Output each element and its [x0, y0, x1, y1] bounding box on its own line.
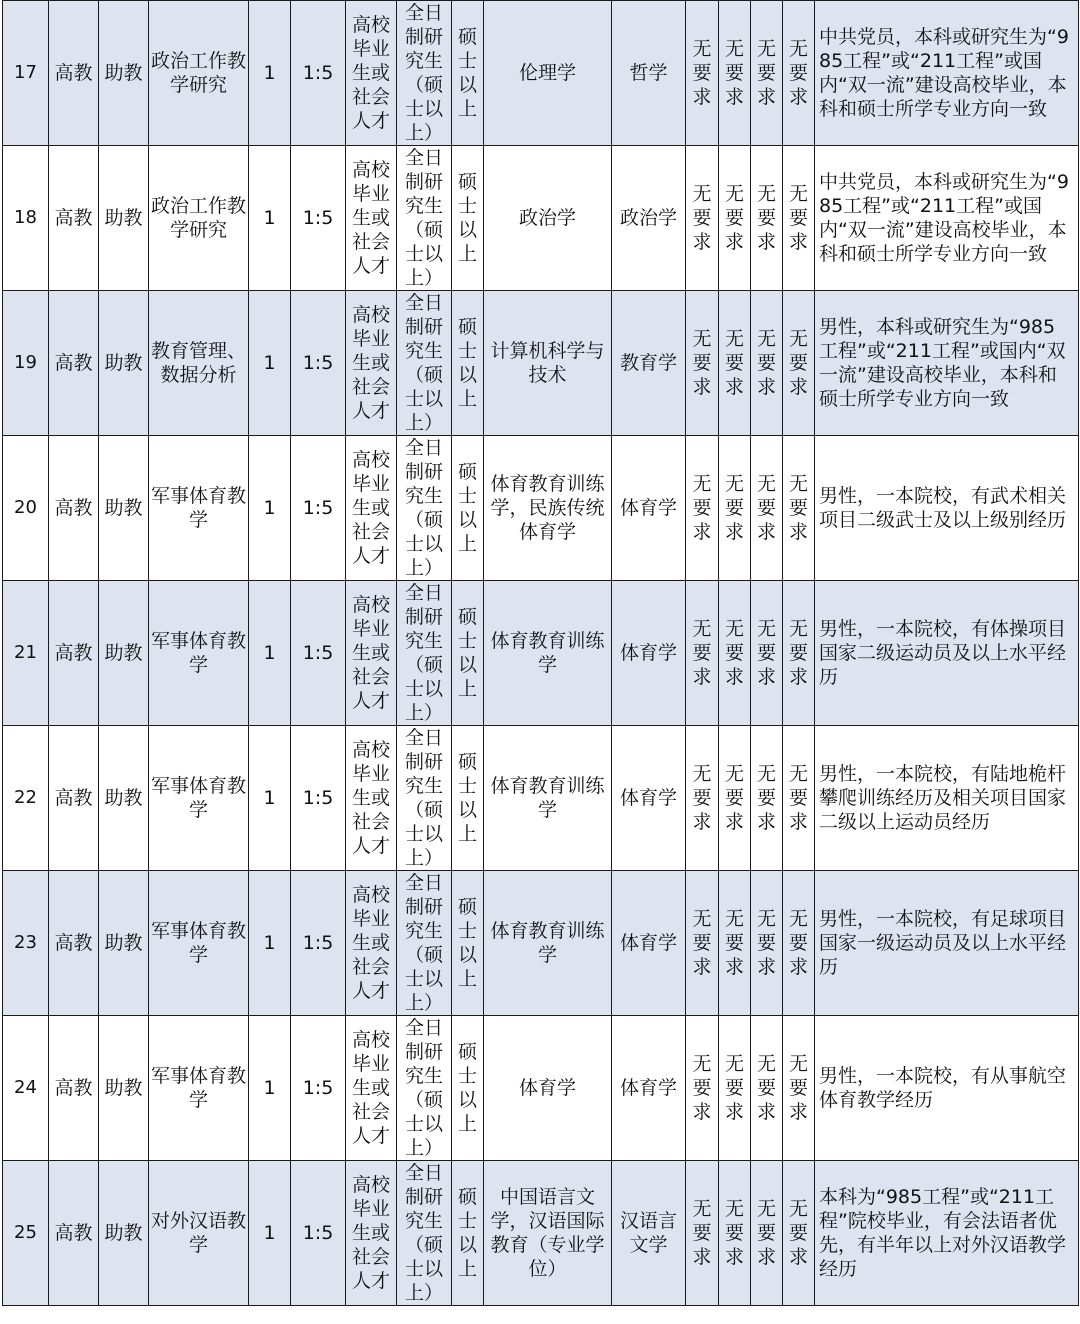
row-number-cell: 17 — [3, 1, 49, 146]
post-name-cell: 军事体育教学 — [149, 581, 249, 726]
discipline-cell: 体育学 — [612, 436, 686, 581]
title-level-cell: 助教 — [99, 581, 149, 726]
hire-count-cell: 1 — [249, 436, 291, 581]
education-form-cell: 全日制研究生（硕士以上） — [397, 1161, 452, 1306]
requirement-cell-3: 无要求 — [751, 436, 783, 581]
category-cell: 高教 — [49, 146, 99, 291]
hire-count-cell: 1 — [249, 291, 291, 436]
category-cell: 高教 — [49, 436, 99, 581]
discipline-cell: 体育学 — [612, 581, 686, 726]
requirement-cell-1: 无要求 — [686, 871, 719, 1016]
requirement-cell-4: 无要求 — [783, 726, 815, 871]
requirement-cell-4: 无要求 — [783, 1161, 815, 1306]
candidate-source-cell: 高校毕业生或社会人才 — [346, 581, 397, 726]
requirement-cell-3: 无要求 — [751, 1161, 783, 1306]
education-form-cell: 全日制研究生（硕士以上） — [397, 726, 452, 871]
category-cell: 高教 — [49, 726, 99, 871]
discipline-cell: 哲学 — [612, 1, 686, 146]
table-row — [3, 1, 1079, 146]
degree-cell: 硕士以上 — [452, 146, 484, 291]
table-row — [3, 1016, 1079, 1161]
requirement-cell-2: 无要求 — [719, 436, 751, 581]
discipline-cell: 体育学 — [612, 871, 686, 1016]
major-cell: 体育教育训练学 — [484, 726, 612, 871]
post-name-cell: 教育管理、数据分析 — [149, 291, 249, 436]
degree-cell: 硕士以上 — [452, 1, 484, 146]
category-cell: 高教 — [49, 1161, 99, 1306]
row-number-cell: 24 — [3, 1016, 49, 1161]
row-number-cell: 25 — [3, 1161, 49, 1306]
requirement-cell-2: 无要求 — [719, 726, 751, 871]
table-row — [3, 146, 1079, 291]
table-row — [3, 291, 1079, 436]
exam-ratio-cell: 1:5 — [291, 291, 346, 436]
discipline-cell: 政治学 — [612, 146, 686, 291]
education-form-cell: 全日制研究生（硕士以上） — [397, 291, 452, 436]
hire-count-cell: 1 — [249, 1016, 291, 1161]
title-level-cell: 助教 — [99, 871, 149, 1016]
category-cell: 高教 — [49, 1, 99, 146]
candidate-source-cell: 高校毕业生或社会人才 — [346, 1016, 397, 1161]
requirement-cell-1: 无要求 — [686, 1016, 719, 1161]
row-number-cell: 22 — [3, 726, 49, 871]
major-cell: 体育教育训练学 — [484, 871, 612, 1016]
requirement-cell-1: 无要求 — [686, 581, 719, 726]
row-number-cell: 19 — [3, 291, 49, 436]
requirement-cell-4: 无要求 — [783, 1, 815, 146]
requirement-cell-2: 无要求 — [719, 871, 751, 1016]
category-cell: 高教 — [49, 1016, 99, 1161]
hire-count-cell: 1 — [249, 146, 291, 291]
requirement-cell-4: 无要求 — [783, 436, 815, 581]
table-row — [3, 871, 1079, 1016]
requirement-cell-4: 无要求 — [783, 581, 815, 726]
row-number-cell: 18 — [3, 146, 49, 291]
hire-count-cell: 1 — [249, 1, 291, 146]
degree-cell: 硕士以上 — [452, 726, 484, 871]
requirement-cell-4: 无要求 — [783, 146, 815, 291]
requirement-cell-1: 无要求 — [686, 291, 719, 436]
requirement-cell-2: 无要求 — [719, 146, 751, 291]
requirement-cell-3: 无要求 — [751, 581, 783, 726]
requirement-cell-2: 无要求 — [719, 1, 751, 146]
discipline-cell: 汉语言文学 — [612, 1161, 686, 1306]
requirement-cell-3: 无要求 — [751, 291, 783, 436]
other-requirements-cell: 男性，一本院校，有从事航空体育教学经历 — [815, 1016, 1079, 1161]
category-cell: 高教 — [49, 291, 99, 436]
requirement-cell-4: 无要求 — [783, 1016, 815, 1161]
post-name-cell: 军事体育教学 — [149, 436, 249, 581]
category-cell: 高教 — [49, 581, 99, 726]
other-requirements-cell: 男性，一本院校，有体操项目国家二级运动员及以上水平经历 — [815, 581, 1079, 726]
candidate-source-cell: 高校毕业生或社会人才 — [346, 436, 397, 581]
table-row — [3, 581, 1079, 726]
requirement-cell-2: 无要求 — [719, 1161, 751, 1306]
major-cell: 计算机科学与技术 — [484, 291, 612, 436]
major-cell: 伦理学 — [484, 1, 612, 146]
title-level-cell: 助教 — [99, 1161, 149, 1306]
exam-ratio-cell: 1:5 — [291, 436, 346, 581]
row-number-cell: 20 — [3, 436, 49, 581]
candidate-source-cell: 高校毕业生或社会人才 — [346, 146, 397, 291]
major-cell: 体育教育训练学 — [484, 581, 612, 726]
degree-cell: 硕士以上 — [452, 871, 484, 1016]
post-name-cell: 政治工作教学研究 — [149, 146, 249, 291]
requirement-cell-1: 无要求 — [686, 1, 719, 146]
category-cell: 高教 — [49, 871, 99, 1016]
title-level-cell: 助教 — [99, 1, 149, 146]
education-form-cell: 全日制研究生（硕士以上） — [397, 871, 452, 1016]
table-row — [3, 436, 1079, 581]
major-cell: 体育教育训练学，民族传统体育学 — [484, 436, 612, 581]
requirement-cell-1: 无要求 — [686, 146, 719, 291]
title-level-cell: 助教 — [99, 436, 149, 581]
title-level-cell: 助教 — [99, 291, 149, 436]
discipline-cell: 体育学 — [612, 1016, 686, 1161]
row-number-cell: 21 — [3, 581, 49, 726]
hire-count-cell: 1 — [249, 871, 291, 1016]
exam-ratio-cell: 1:5 — [291, 871, 346, 1016]
post-name-cell: 军事体育教学 — [149, 1016, 249, 1161]
requirement-cell-3: 无要求 — [751, 871, 783, 1016]
other-requirements-cell: 中共党员，本科或研究生为“985工程”或“211工程”或国内“双一流”建设高校毕业，本科和硕士所学专业方向一致 — [815, 146, 1079, 291]
title-level-cell: 助教 — [99, 1016, 149, 1161]
requirement-cell-3: 无要求 — [751, 1, 783, 146]
exam-ratio-cell: 1:5 — [291, 1016, 346, 1161]
major-cell: 政治学 — [484, 146, 612, 291]
table-row — [3, 726, 1079, 871]
major-cell: 中国语言文学，汉语国际教育（专业学位） — [484, 1161, 612, 1306]
candidate-source-cell: 高校毕业生或社会人才 — [346, 871, 397, 1016]
requirement-cell-1: 无要求 — [686, 726, 719, 871]
candidate-source-cell: 高校毕业生或社会人才 — [346, 1, 397, 146]
requirement-cell-4: 无要求 — [783, 291, 815, 436]
education-form-cell: 全日制研究生（硕士以上） — [397, 1, 452, 146]
degree-cell: 硕士以上 — [452, 291, 484, 436]
requirement-cell-4: 无要求 — [783, 871, 815, 1016]
hire-count-cell: 1 — [249, 581, 291, 726]
job-table — [2, 0, 1079, 1306]
exam-ratio-cell: 1:5 — [291, 1161, 346, 1306]
degree-cell: 硕士以上 — [452, 1016, 484, 1161]
other-requirements-cell: 男性，一本院校，有足球项目国家一级运动员及以上水平经历 — [815, 871, 1079, 1016]
discipline-cell: 体育学 — [612, 726, 686, 871]
post-name-cell: 军事体育教学 — [149, 726, 249, 871]
requirement-cell-3: 无要求 — [751, 146, 783, 291]
candidate-source-cell: 高校毕业生或社会人才 — [346, 1161, 397, 1306]
degree-cell: 硕士以上 — [452, 581, 484, 726]
requirement-cell-1: 无要求 — [686, 1161, 719, 1306]
hire-count-cell: 1 — [249, 726, 291, 871]
other-requirements-cell: 中共党员，本科或研究生为“985工程”或“211工程”或国内“双一流”建设高校毕业，本科和硕士所学专业方向一致 — [815, 1, 1079, 146]
other-requirements-cell: 男性，一本院校，有陆地桅杆攀爬训练经历及相关项目国家二级以上运动员经历 — [815, 726, 1079, 871]
table-row — [3, 1161, 1079, 1306]
discipline-cell: 教育学 — [612, 291, 686, 436]
exam-ratio-cell: 1:5 — [291, 726, 346, 871]
exam-ratio-cell: 1:5 — [291, 146, 346, 291]
post-name-cell: 军事体育教学 — [149, 871, 249, 1016]
title-level-cell: 助教 — [99, 146, 149, 291]
table-body — [3, 1, 1079, 1306]
requirement-cell-3: 无要求 — [751, 1016, 783, 1161]
candidate-source-cell: 高校毕业生或社会人才 — [346, 726, 397, 871]
exam-ratio-cell: 1:5 — [291, 581, 346, 726]
candidate-source-cell: 高校毕业生或社会人才 — [346, 291, 397, 436]
requirement-cell-3: 无要求 — [751, 726, 783, 871]
education-form-cell: 全日制研究生（硕士以上） — [397, 1016, 452, 1161]
requirement-cell-2: 无要求 — [719, 581, 751, 726]
education-form-cell: 全日制研究生（硕士以上） — [397, 146, 452, 291]
education-form-cell: 全日制研究生（硕士以上） — [397, 581, 452, 726]
degree-cell: 硕士以上 — [452, 436, 484, 581]
other-requirements-cell: 本科为“985工程”或“211工程”院校毕业，有会法语者优先，有半年以上对外汉语教学经历 — [815, 1161, 1079, 1306]
other-requirements-cell: 男性，本科或研究生为“985工程”或“211工程”或国内“双一流”建设高校毕业，本科和硕士所学专业方向一致 — [815, 291, 1079, 436]
requirement-cell-1: 无要求 — [686, 436, 719, 581]
degree-cell: 硕士以上 — [452, 1161, 484, 1306]
requirement-cell-2: 无要求 — [719, 291, 751, 436]
post-name-cell: 政治工作教学研究 — [149, 1, 249, 146]
title-level-cell: 助教 — [99, 726, 149, 871]
exam-ratio-cell: 1:5 — [291, 1, 346, 146]
row-number-cell: 23 — [3, 871, 49, 1016]
requirement-cell-2: 无要求 — [719, 1016, 751, 1161]
education-form-cell: 全日制研究生（硕士以上） — [397, 436, 452, 581]
major-cell: 体育学 — [484, 1016, 612, 1161]
post-name-cell: 对外汉语教学 — [149, 1161, 249, 1306]
hire-count-cell: 1 — [249, 1161, 291, 1306]
other-requirements-cell: 男性，一本院校，有武术相关项目二级武士及以上级别经历 — [815, 436, 1079, 581]
